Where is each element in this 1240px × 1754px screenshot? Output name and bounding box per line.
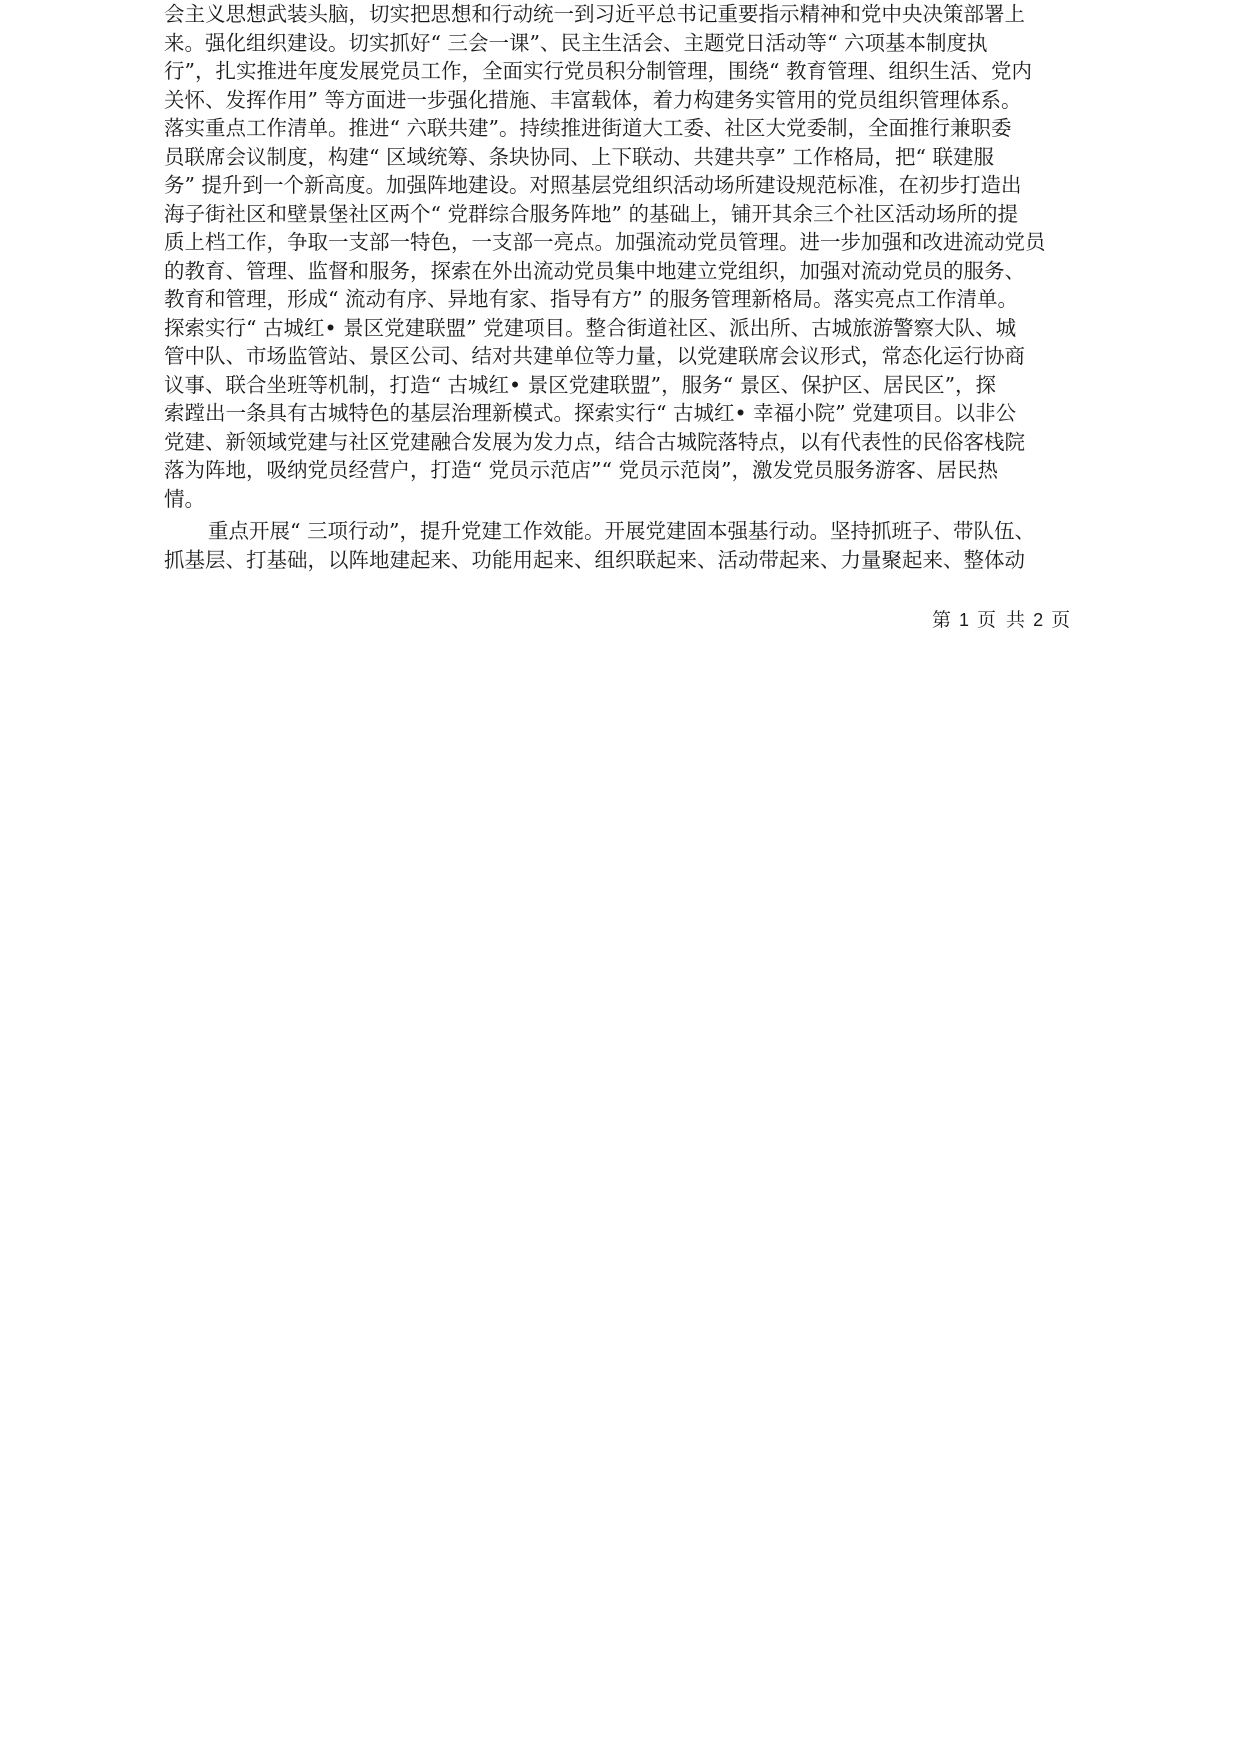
text-line: 教育和管理，形成“ 流动有序、异地有家、指导有方” 的服务管理新格局。落实亮点工作清单。: [164, 287, 1018, 311]
footer-total-prefix: 共: [1006, 609, 1026, 631]
paragraph-1: [164, 0, 1094, 513]
text-line: 员联席会议制度，构建“ 区域统筹、条块协同、上下联动、共建共享” 工作格局，把“ 联建服: [164, 144, 994, 169]
total-page-count: 2: [1033, 610, 1044, 630]
text-line: 会主义思想武装头脑，切实把思想和行动统一到习近平总书记重要指示精神和党中央决策部署上: [164, 2, 1025, 26]
paragraph-2: [164, 517, 1094, 574]
text-line: 海子街社区和壁景堡社区两个“ 党群综合服务阵地” 的基础上，铺开其余三个社区活动场所的提: [164, 201, 1018, 226]
text-line: 行”，扎实推进年度发展党员工作，全面实行党员积分制管理，围绕“ 教育管理、组织生活、党内: [164, 59, 1032, 83]
text-line: 管中队、市场监管站、景区公司、结对共建单位等力量，以党建联席会议形式，常态化运行协商: [164, 344, 1025, 368]
text-line: 情。: [164, 486, 205, 511]
text-line: 议事、联合坐班等机制，打造“ 古城红• 景区党建联盟”，服务“ 景区、保护区、居民区”，探: [164, 372, 997, 397]
text-line: 索蹚出一条具有古城特色的基层治理新模式。探索实行“ 古城红• 幸福小院” 党建项目。以非公: [164, 401, 1017, 425]
text-line: 落为阵地，吸纳党员经营户，打造“ 党员示范店”“ 党员示范岗”，激发党员服务游客、居民热: [164, 458, 998, 482]
text-line: 来。强化组织建设。切实抓好“ 三会一课”、民主生活会、主题党日活动等“ 六项基本制度执: [164, 30, 988, 55]
text-line: 重点开展“ 三项行动”，提升党建工作效能。开展党建固本强基行动。坚持抓班子、带队伍、: [208, 519, 1035, 543]
document-body: [164, 0, 1094, 574]
text-line: 落实重点工作清单。推进“ 六联共建”。持续推进街道大工委、社区大党委制，全面推行兼职委: [164, 116, 1012, 140]
text-line: 务” 提升到一个新高度。加强阵地建设。对照基层党组织活动场所建设规范标准，在初步打造出: [164, 173, 1022, 197]
footer-total-word: 页: [1051, 609, 1071, 631]
text-line: 党建、新领域党建与社区党建融合发展为发力点，结合古城院落特点，以有代表性的民俗客栈院: [164, 429, 1025, 454]
text-line: 抓基层、打基础，以阵地建起来、功能用起来、组织联起来、活动带起来、力量聚起来、整体动: [164, 547, 1025, 572]
current-page-number: 1: [959, 610, 970, 630]
text-line: 质上档工作，争取一支部一特色，一支部一亮点。加强流动党员管理。进一步加强和改进流动党员: [164, 230, 1046, 254]
text-line: 的教育、管理、监督和服务，探索在外出流动党员集中地建立党组织，加强对流动党员的服务、: [164, 258, 1025, 283]
text-line: 关怀、发挥作用” 等方面进一步强化措施、丰富载体，着力构建务实管用的党员组织管理体系。: [164, 87, 1022, 112]
text-line: 探索实行“ 古城红• 景区党建联盟” 党建项目。整合街道社区、派出所、古城旅游警察大队、城: [164, 315, 1017, 340]
page-number-footer: [932, 606, 1070, 634]
footer-page-word: 页: [977, 609, 997, 631]
footer-prefix: 第: [932, 609, 952, 631]
